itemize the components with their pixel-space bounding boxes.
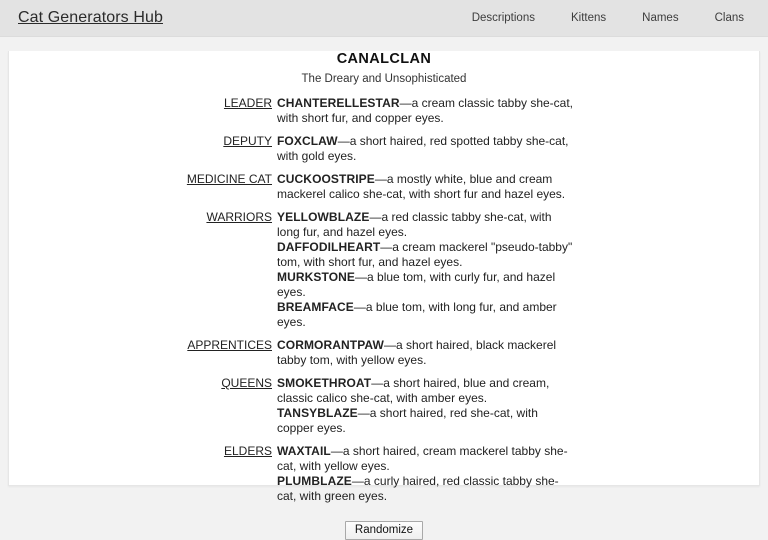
nav-link-names[interactable]: Names — [642, 12, 679, 24]
rank-label-text: MEDICINE CAT — [186, 172, 272, 186]
top-navbar — [0, 0, 768, 37]
rank-cats — [277, 134, 577, 164]
cat-name: DAFFODILHEART — [277, 240, 381, 254]
rank-label-text: ELDERS — [223, 444, 272, 458]
cat-description: —a red classic tabby she-cat, with long fur, and hazel eyes. — [277, 210, 552, 239]
cat-name: BREAMFACE — [277, 300, 354, 314]
brand-title[interactable]: Cat Generators Hub — [18, 9, 163, 26]
cat-description: —a blue tom, with curly fur, and hazel eyes. — [277, 270, 556, 299]
rank-label — [9, 338, 277, 353]
primary-nav — [472, 12, 744, 24]
rank-entry — [9, 444, 759, 504]
rank-label-text: QUEENS — [221, 376, 272, 390]
cat-entry — [277, 444, 577, 474]
cat-name: CORMORANTPAW — [277, 338, 384, 352]
cat-description: —a mostly white, blue and cream mackerel calico she-cat, with short fur and hazel eyes. — [277, 172, 566, 201]
cat-name: WAXTAIL — [277, 444, 331, 458]
rank-entry — [9, 210, 759, 330]
cat-entry — [277, 172, 577, 202]
nav-link-clans[interactable]: Clans — [714, 12, 744, 24]
cat-entry — [277, 338, 577, 368]
cat-description: —a short haired, red she-cat, with copper eyes. — [277, 406, 538, 435]
rank-entry — [9, 338, 759, 368]
rank-cats — [277, 338, 577, 368]
cat-name: PLUMBLAZE — [277, 474, 352, 488]
rank-label — [9, 444, 277, 459]
cat-description: —a blue tom, with long fur, and amber eyes. — [277, 300, 557, 329]
cat-entry — [277, 240, 577, 270]
panel-wrapper — [0, 51, 768, 536]
rank-cats — [277, 444, 577, 504]
rank-entry — [9, 96, 759, 126]
rank-cats — [277, 376, 577, 436]
nav-link-kittens[interactable]: Kittens — [570, 12, 607, 24]
randomize-button[interactable]: Randomize — [345, 521, 423, 540]
rank-label — [9, 96, 277, 111]
rank-label — [9, 376, 277, 391]
clan-roster — [9, 96, 759, 504]
cat-name: CUCKOOSTRIPE — [277, 172, 375, 186]
action-row — [9, 521, 759, 540]
rank-label — [9, 134, 277, 149]
cat-description: —a short haired, cream mackerel tabby she-cat, with yellow eyes. — [277, 444, 568, 473]
cat-description: —a short haired, red spotted tabby she-cat, with gold eyes. — [277, 134, 569, 163]
cat-entry — [277, 270, 577, 300]
clan-title: CANALCLAN — [336, 51, 432, 67]
cat-entry — [277, 474, 577, 504]
rank-entry — [9, 134, 759, 164]
cat-description: —a curly haired, red classic tabby she-cat, with green eyes. — [277, 474, 559, 503]
rank-label-text: LEADER — [223, 96, 272, 110]
rank-cats — [277, 96, 577, 126]
cat-description: —a cream classic tabby she-cat, with short fur, and copper eyes. — [277, 96, 574, 125]
cat-entry — [277, 134, 577, 164]
rank-label — [9, 172, 277, 187]
cat-entry — [277, 376, 577, 406]
cat-name: MURKSTONE — [277, 270, 356, 284]
cat-description: —a short haired, blue and cream, classic calico she-cat, with amber eyes. — [277, 376, 550, 405]
rank-label-text: APPRENTICES — [187, 338, 272, 352]
cat-name: FOXCLAW — [277, 134, 338, 148]
cat-name: TANSYBLAZE — [277, 406, 358, 420]
cat-entry — [277, 96, 577, 126]
rank-label-text: WARRIORS — [206, 210, 272, 224]
rank-label — [9, 210, 277, 225]
rank-entry — [9, 172, 759, 202]
cat-entry — [277, 210, 577, 240]
clan-panel — [8, 51, 760, 536]
cat-description: —a short haired, black mackerel tabby tom, with yellow eyes. — [277, 338, 557, 367]
cat-entry — [277, 406, 577, 436]
cat-name: SMOKETHROAT — [277, 376, 372, 390]
rank-label-text: DEPUTY — [223, 134, 272, 148]
rank-cats — [277, 172, 577, 202]
nav-link-descriptions[interactable]: Descriptions — [471, 12, 535, 24]
cat-name: CHANTERELLESTAR — [277, 96, 400, 110]
rank-cats — [277, 210, 577, 330]
cat-name: YELLOWBLAZE — [277, 210, 370, 224]
cat-description: —a cream mackerel "pseudo-tabby" tom, with short fur, and hazel eyes. — [277, 240, 573, 269]
cat-entry — [277, 300, 577, 330]
rank-entry — [9, 376, 759, 436]
clan-subtitle: The Dreary and Unsophisticated — [301, 73, 467, 85]
